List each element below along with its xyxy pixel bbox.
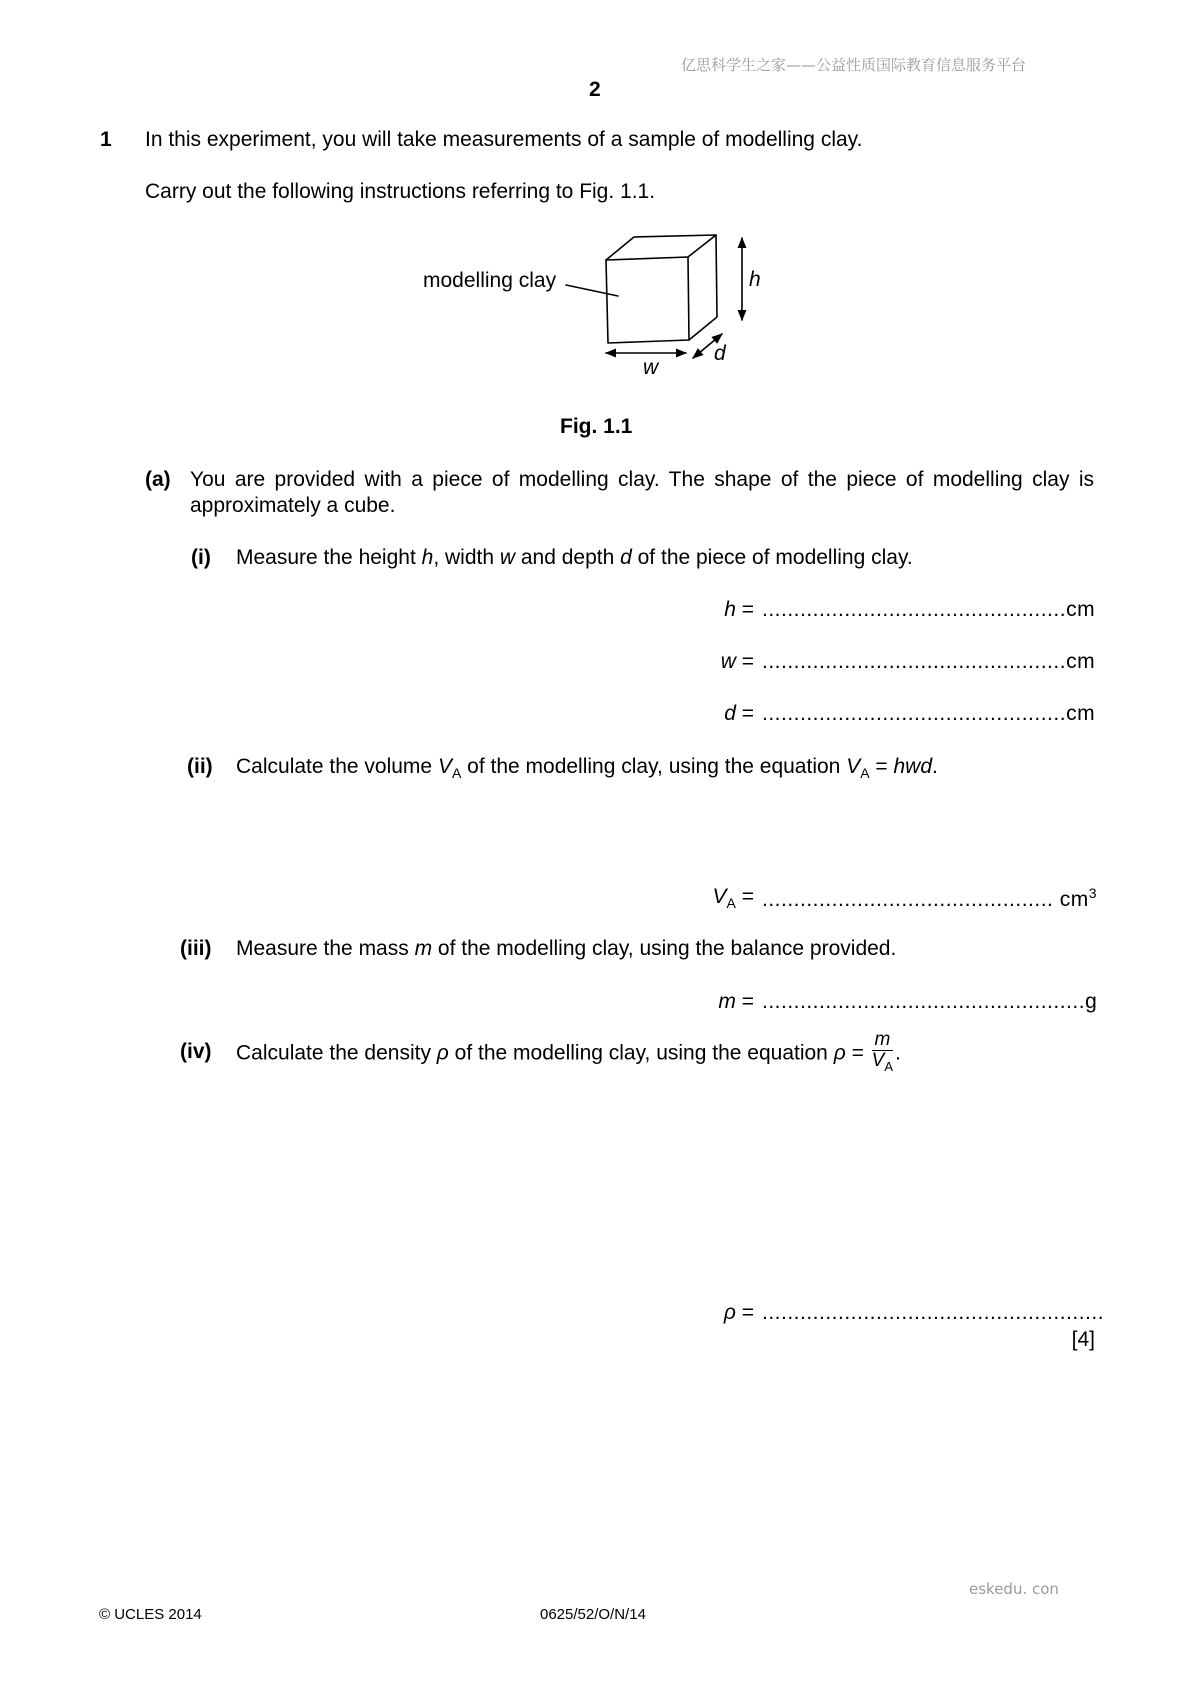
leader-line bbox=[566, 285, 618, 296]
answer-h-label: h = bbox=[724, 598, 754, 621]
figure-label-h: h bbox=[749, 268, 761, 291]
part-a-text-line1: You are provided with a piece of modelling clay. The shape of the piece of modelling clay is bbox=[190, 468, 1094, 491]
cube-right-face bbox=[689, 235, 717, 340]
watermark-bottom: eskedu. con bbox=[969, 1580, 1059, 1598]
answer-w-field[interactable]: ................................................cm bbox=[762, 650, 1096, 673]
figure-cube-diagram bbox=[0, 0, 1191, 420]
footer-paper-code: 0625/52/O/N/14 bbox=[540, 1606, 646, 1623]
part-a-ii-text: Calculate the volume $V_A$ of the modelling clay, using the equation $V_A$ = hwd. bbox=[236, 755, 938, 782]
answer-d-field[interactable]: ................................................cm bbox=[762, 702, 1096, 725]
cube-top-face bbox=[606, 235, 716, 260]
figure-label-modelling-clay: modelling clay bbox=[423, 269, 557, 292]
figure-label-w: w bbox=[643, 356, 659, 379]
question-intro-line: In this experiment, you will take measurements of a sample of modelling clay. bbox=[145, 128, 863, 151]
part-a-iii-text: Measure the mass m of the modelling clay, using the balance provided. bbox=[236, 937, 897, 960]
part-a-iv-label: (iv) bbox=[180, 1040, 212, 1063]
page-number: 2 bbox=[589, 78, 601, 101]
answer-density-field[interactable]: ...................................................... bbox=[762, 1301, 1105, 1324]
question-instruction-line: Carry out the following instructions referring to Fig. 1.1. bbox=[145, 180, 656, 203]
answer-mass-field[interactable]: ...................................................g bbox=[762, 990, 1098, 1013]
part-a-text-line2: approximately a cube. bbox=[190, 494, 396, 517]
part-a-iv-text: Calculate the density ρ of the modelling clay, using the equation ρ = $\frac{m}{V_A}$ . bbox=[236, 1030, 901, 1077]
part-a-iii-label: (iii) bbox=[180, 937, 212, 960]
answer-d-label: d = bbox=[724, 702, 754, 725]
answer-h-field[interactable]: ................................................cm bbox=[762, 598, 1096, 621]
footer-copyright: © UCLES 2014 bbox=[99, 1606, 202, 1623]
part-a-i-text: Measure the height h, width w and depth d of the piece of modelling clay. bbox=[236, 546, 913, 569]
answer-volume-field[interactable]: .............................................. $cm^3$ bbox=[762, 885, 1098, 911]
figure-label-d: d bbox=[714, 342, 726, 365]
answer-density-label: ρ = bbox=[723, 1301, 754, 1324]
part-a-ii-label: (ii) bbox=[187, 755, 213, 778]
answer-w-label: w = bbox=[720, 650, 754, 673]
cube-front-face bbox=[606, 257, 689, 343]
figure-caption: Fig. 1.1 bbox=[560, 415, 633, 438]
watermark-top: 亿思科学生之家——公益性质国际教育信息服务平台 bbox=[681, 56, 1027, 74]
answer-volume-label: $V_A$ = bbox=[712, 885, 754, 912]
answer-mass-label: m = bbox=[718, 990, 754, 1013]
question-number: 1 bbox=[100, 128, 112, 151]
part-a-label: (a) bbox=[145, 468, 171, 491]
density-fraction: $\frac{m}{V_A}$ bbox=[871, 1029, 894, 1074]
marks-label: [4] bbox=[1071, 1328, 1095, 1351]
part-a-i-label: (i) bbox=[191, 546, 211, 569]
